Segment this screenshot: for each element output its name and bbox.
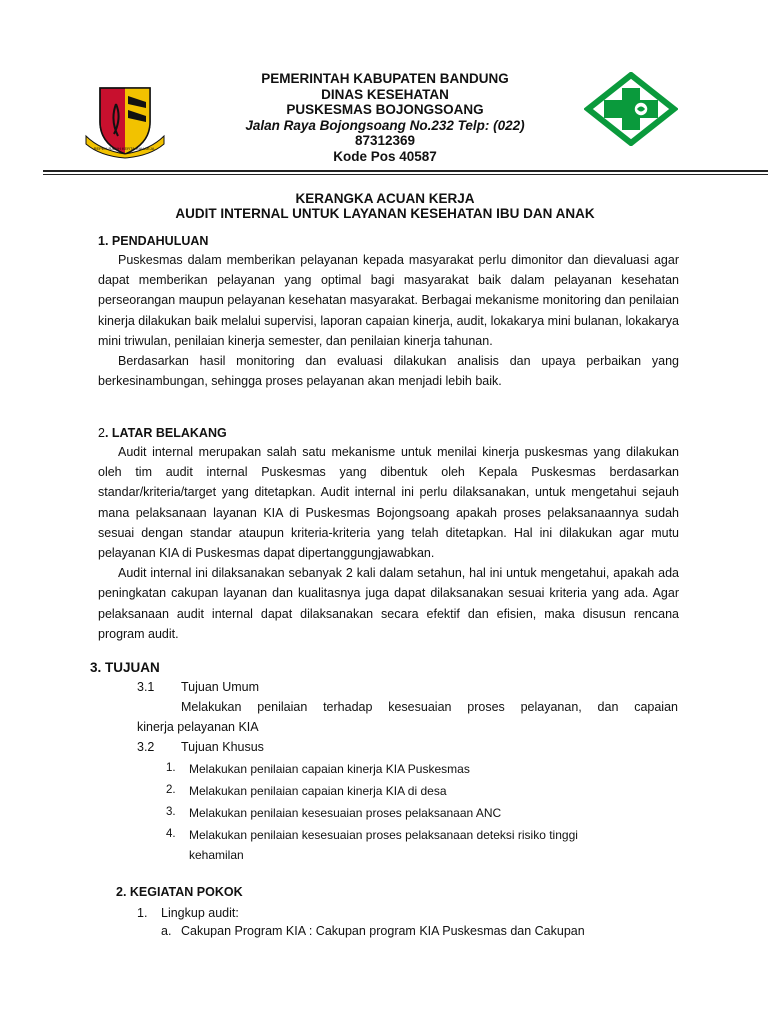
kabupaten-bandung-crest-logo <box>80 84 168 160</box>
letterhead-address: Jalan Raya Bojongsoang No.232 Telp: (022) <box>245 117 525 133</box>
subsection-number: 3.2 <box>137 740 155 754</box>
paragraph: Berdasarkan hasil monitoring dan evaluasi dilakukan analisis dan upaya perbaikan yang berkesinambungan, sehingga proses pelayanan akan menjadi lebih baik. <box>98 354 679 389</box>
section-number: 2 <box>98 426 105 440</box>
title-line-2: AUDIT INTERNAL UNTUK LAYANAN KESEHATAN IBU DAN ANAK <box>175 206 595 221</box>
list-item-cakupan-program: Cakupan Program KIA : Cakupan program KIA Puskesmas dan Cakupan <box>181 924 585 938</box>
letterhead-divider-thin <box>43 174 768 175</box>
list-item: Melakukan penilaian kesesuaian proses pelaksanaan deteksi risiko tinggi <box>189 828 578 842</box>
list-item-number: 3. <box>166 806 176 818</box>
letterhead-phone: 87312369 <box>354 133 416 148</box>
list-item-number: 4. <box>166 828 176 840</box>
list-item-number: 1. <box>166 762 176 774</box>
letterhead-divider <box>43 170 768 172</box>
title-line-1: KERANGKA ACUAN KERJA <box>295 191 475 206</box>
letterhead <box>200 71 570 164</box>
section-heading-latar-belakang <box>98 426 227 440</box>
list-item-lingkup-audit: Lingkup audit: <box>161 906 239 920</box>
paragraph: Audit internal merupakan salah satu mekanisme untuk menilai kinerja puskesmas yang dilakukan oleh tim audit internal Puskesmas yang dibentuk oleh Kepala Puskesmas berdasarkan standar/kriteria/target yang ditetapkan. Audit internal ini perlu dilaksanakan, untuk mengetahui sejauh mana pelaksanaan layanan KIA di Puskesmas Bojongsoang apakah proses pelaksanaannya sudah sesuai dengan standar ataupun kriteria-kriteria yang telah ditetapkan. Hal ini dilakukan agar mutu pelayanan KIA di Puskesmas dapat dipertanggungjawabkan. <box>98 445 679 561</box>
section-heading-kegiatan-pokok: 2. KEGIATAN POKOK <box>116 885 243 899</box>
subsection-label-tujuan-umum: Tujuan Umum <box>181 680 260 694</box>
letterhead-puskesmas: PUSKESMAS BOJONGSOANG <box>286 102 484 117</box>
letterhead-agency: DINAS KESEHATAN <box>321 86 449 102</box>
letterhead-government: PEMERINTAH KABUPATEN BANDUNG <box>261 71 509 86</box>
crest-ribbon-text: REPEH RAPIH KERTA RAHARJA <box>93 146 155 151</box>
paragraph: Audit internal ini dilaksanakan sebanyak 2 kali dalam setahun, hal ini untuk mengetahui, apakah ada peningkatan cakupan layanan dan kualitasnya juga dapat dilaksanakan sesuai kriteria yang ada. Agar pelaksanaan audit internal dapat dilaksanakan secara efektif dan efisien, maka disusun rencana program audit. <box>98 566 679 641</box>
list-item-number: 1. <box>137 906 148 920</box>
list-item: Melakukan penilaian capaian kinerja KIA di desa <box>189 784 447 798</box>
paragraph: Puskesmas dalam memberikan pelayanan kepada masyarakat perlu dimonitor dan dievaluasi agar dapat memberikan pelayanan yang optimal bagi masyarakat baik dalam pelayanan kesehatan perseorangan maupun pelayanan kesehatan masyarakat. Berbagai mekanisme monitoring dan penilaian kinerja dilakukan baik melalui supervisi, laporan capaian kinerja, audit, lokakarya mini bulanan, lokakarya mini triwulan, penilaian kinerja semester, dan penilaian kinerja tahunan. <box>98 253 679 348</box>
puskesmas-cross-icon <box>584 72 678 146</box>
puskesmas-logo <box>584 72 678 146</box>
list-item: Melakukan penilaian capaian kinerja KIA Puskesmas <box>189 762 470 776</box>
section-body-latar-belakang <box>98 442 679 644</box>
tujuan-umum-text: Melakukan penilaian terhadap kesesuaian proses pelayanan, dan capaian <box>181 700 678 714</box>
list-item-cont: kehamilan <box>189 848 244 862</box>
section-body-pendahuluan <box>98 250 679 391</box>
list-item: Melakukan penilaian kesesuaian proses pelaksanaan ANC <box>189 806 502 820</box>
section-heading-tujuan: 3. TUJUAN <box>90 660 160 675</box>
tujuan-umum-text-cont: kinerja pelayanan KIA <box>137 720 259 734</box>
list-item-number: 2. <box>166 784 176 796</box>
subsection-number: 3.1 <box>137 680 155 694</box>
list-item-letter: a. <box>161 924 172 938</box>
letterhead-postcode: Kode Pos 40587 <box>333 148 437 164</box>
section-heading-pendahuluan: 1. PENDAHULUAN <box>98 234 209 248</box>
section-title: . LATAR BELAKANG <box>104 426 227 440</box>
subsection-label-tujuan-khusus: Tujuan Khusus <box>181 740 264 754</box>
document-title <box>100 191 670 221</box>
